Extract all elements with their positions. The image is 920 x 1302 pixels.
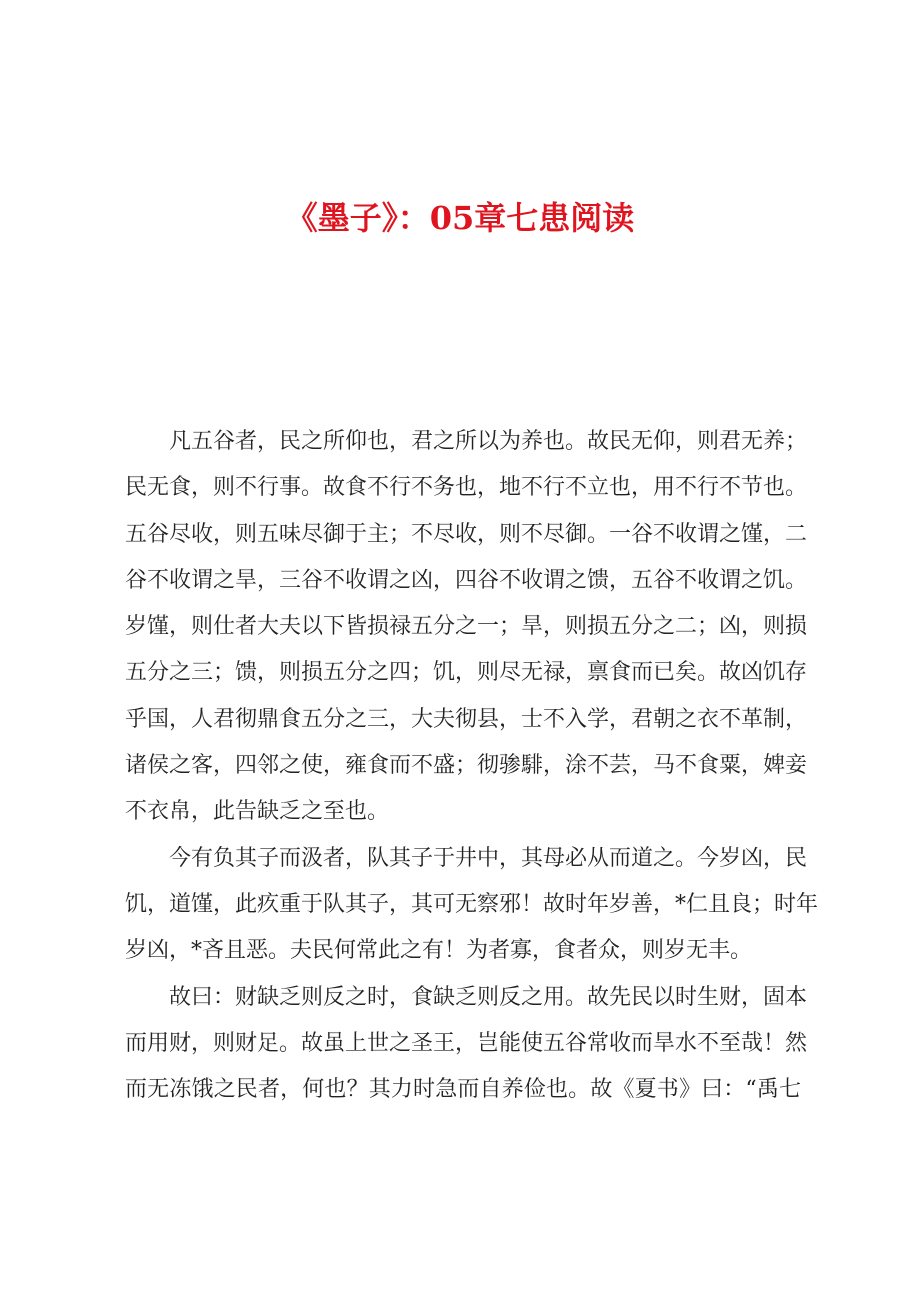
text-line: 饥，道馑，此疚重于队其子，其可无察邪！故时年岁善，*仁且良；时年 <box>125 891 819 917</box>
text-line: 而无冻饿之民者，何也？其力时急而自养俭也。故《夏书》曰：“禹七 <box>125 1077 801 1103</box>
text-line: 五谷尽收，则五味尽御于主；不尽收，则不尽御。一谷不收谓之馑，二 <box>125 521 808 547</box>
text-line: 故曰：财缺乏则反之时，食缺乏则反之用。故先民以时生财，固本 <box>169 984 808 1010</box>
text-line: 诸侯之客，四邻之使，雍食而不盛；彻骖騑，涂不芸，马不食粟，婢妾 <box>125 753 808 779</box>
document-body <box>125 419 819 1113</box>
document-title: 《墨子》：05章七患阅读 <box>285 199 635 237</box>
text-line: 凡五谷者，民之所仰也，君之所以为养也。故民无仰，则君无养； <box>169 429 808 454</box>
text-line: 民无食，则不行事。故食不行不务也，地不行不立也，用不行不节也。 <box>125 475 808 501</box>
text-line: 而用财，则财足。故虽上世之圣王，岂能使五谷常收而旱水不至哉！然 <box>125 1030 808 1056</box>
text-line: 岁馑，则仕者大夫以下皆损禄五分之一；旱，则损五分之二；凶，则损 <box>125 614 808 640</box>
text-line: 岁凶，*吝且恶。夫民何常此之有！为者寡，食者众，则岁无丰。 <box>125 938 753 964</box>
text-line: 乎国，人君彻鼎食五分之三，大夫彻县，士不入学，君朝之衣不革制， <box>125 706 808 732</box>
text-line: 谷不收谓之旱，三谷不收谓之凶，四谷不收谓之馈，五谷不收谓之饥。 <box>125 567 808 593</box>
text-line: 不衣帛，此告缺乏之至也。 <box>125 799 390 825</box>
text-line: 今有负其子而汲者，队其子于井中，其母必从而道之。今岁凶，民 <box>169 845 808 871</box>
text-line: 五分之三；馈，则损五分之四；饥，则尽无禄，禀食而已矣。故凶饥存 <box>125 660 808 686</box>
